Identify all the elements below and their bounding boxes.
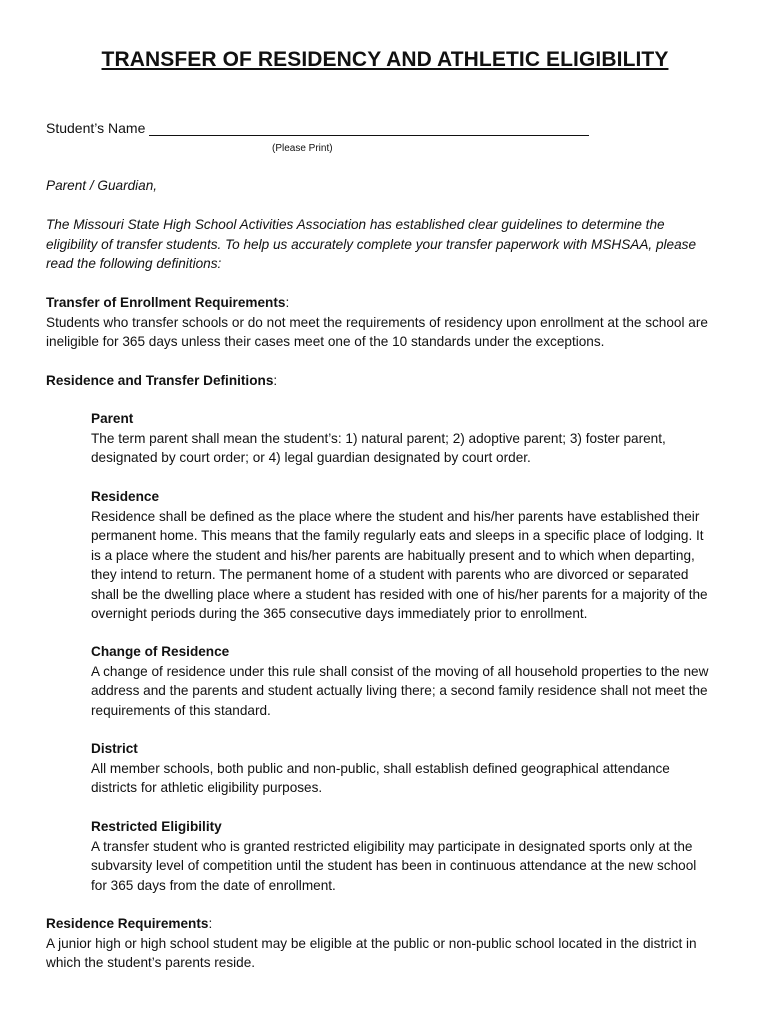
transfer-heading: Transfer of Enrollment Requirements: [46, 295, 286, 310]
restricted-body-line: for 365 days from the date of enrollment.: [91, 877, 336, 893]
change-body-line: A change of residence under this rule shall consist of the moving of all household properties to the new: [91, 663, 709, 679]
requirements-heading: Residence Requirements: [46, 916, 209, 931]
requirements-body-line: which the student’s parents reside.: [46, 955, 256, 970]
change-body-line: address and the parents and student actually living there; a second family residence shall not meet the: [91, 683, 708, 698]
transfer-heading-line: [46, 293, 726, 313]
parent-definition: [91, 409, 726, 468]
residence-body-line: permanent home. This means that the family regularly eats and sleeps in a specific place of lodging. It: [91, 528, 704, 543]
intro-paragraph: [46, 215, 726, 274]
transfer-body-line: ineligible for 365 days unless their cases meet one of the 10 standards under the exceptions.: [46, 334, 605, 349]
district-body-line: All member schools, both public and non-public, shall establish defined geographical attendance: [91, 760, 670, 776]
intro-line: The Missouri State High School Activities Association has established clear guidelines to determine the: [46, 217, 665, 232]
transfer-body-line: Students who transfer schools or do not meet the requirements of residency upon enrollment at the school are: [46, 314, 708, 330]
residence-heading: Residence: [91, 489, 160, 504]
parent-body-line: designated by court order; or 4) legal guardian designated by court order.: [91, 450, 531, 465]
transfer-section: [46, 293, 726, 352]
intro-line: read the following definitions:: [46, 256, 222, 271]
district-definition: [91, 739, 726, 798]
colon: :: [208, 916, 213, 931]
requirements-heading-line: [46, 914, 726, 934]
parent-body-line: The term parent shall mean the student’s: 1) natural parent; 2) adoptive parent; 3) foster parent,: [91, 430, 666, 446]
change-of-residence-definition: [91, 642, 726, 720]
residence-body-line: shall be the dwelling place where a student has resided with one of his/her parents for a majority of the: [91, 586, 708, 602]
colon: :: [273, 373, 278, 388]
salutation: Parent / Guardian,: [46, 178, 158, 193]
residence-body-line: they intend to return. The permanent home of a student with parents who are divorced or separated: [91, 567, 689, 582]
district-heading: District: [91, 741, 138, 756]
definitions-heading-line: [46, 371, 726, 391]
residence-body-line: is a place where the student and his/her parents are habitually present and to which when departing,: [91, 547, 695, 563]
student-name-row: [46, 120, 589, 136]
student-name-field[interactable]: [149, 121, 589, 136]
restricted-eligibility-definition: [91, 817, 726, 895]
please-print-note: (Please Print): [272, 143, 333, 154]
residence-body-line: Residence shall be defined as the place where the student and his/her parents have established their: [91, 508, 700, 524]
change-heading: Change of Residence: [91, 644, 230, 659]
parent-heading: Parent: [91, 411, 134, 426]
restricted-heading: Restricted Eligibility: [91, 819, 222, 834]
residence-requirements-section: [46, 914, 726, 973]
definitions-heading: Residence and Transfer Definitions: [46, 373, 274, 388]
student-name-label: Student’s Name: [46, 120, 146, 136]
requirements-body-line: A junior high or high school student may be eligible at the public or non-public school located in the district in: [46, 935, 697, 951]
restricted-body-line: subvarsity level of competition until the student has been in continuous attendance at the new school: [91, 858, 697, 873]
restricted-body-line: A transfer student who is granted restricted eligibility may participate in designated sports only at the: [91, 838, 693, 854]
page-title: TRANSFER OF RESIDENCY AND ATHLETIC ELIGIBILITY: [101, 48, 669, 71]
intro-line: eligibility of transfer students. To help us accurately complete your transfer paperwork with MSHSAA, please: [46, 236, 697, 252]
colon: :: [285, 295, 290, 310]
change-body-line: requirements of this standard.: [91, 702, 271, 718]
residence-definition: [91, 487, 726, 624]
district-body-line: districts for athletic eligibility purposes.: [91, 780, 323, 795]
residence-body-line: overnight periods during the 365 consecutive days immediately prior to enrollment.: [91, 606, 588, 621]
